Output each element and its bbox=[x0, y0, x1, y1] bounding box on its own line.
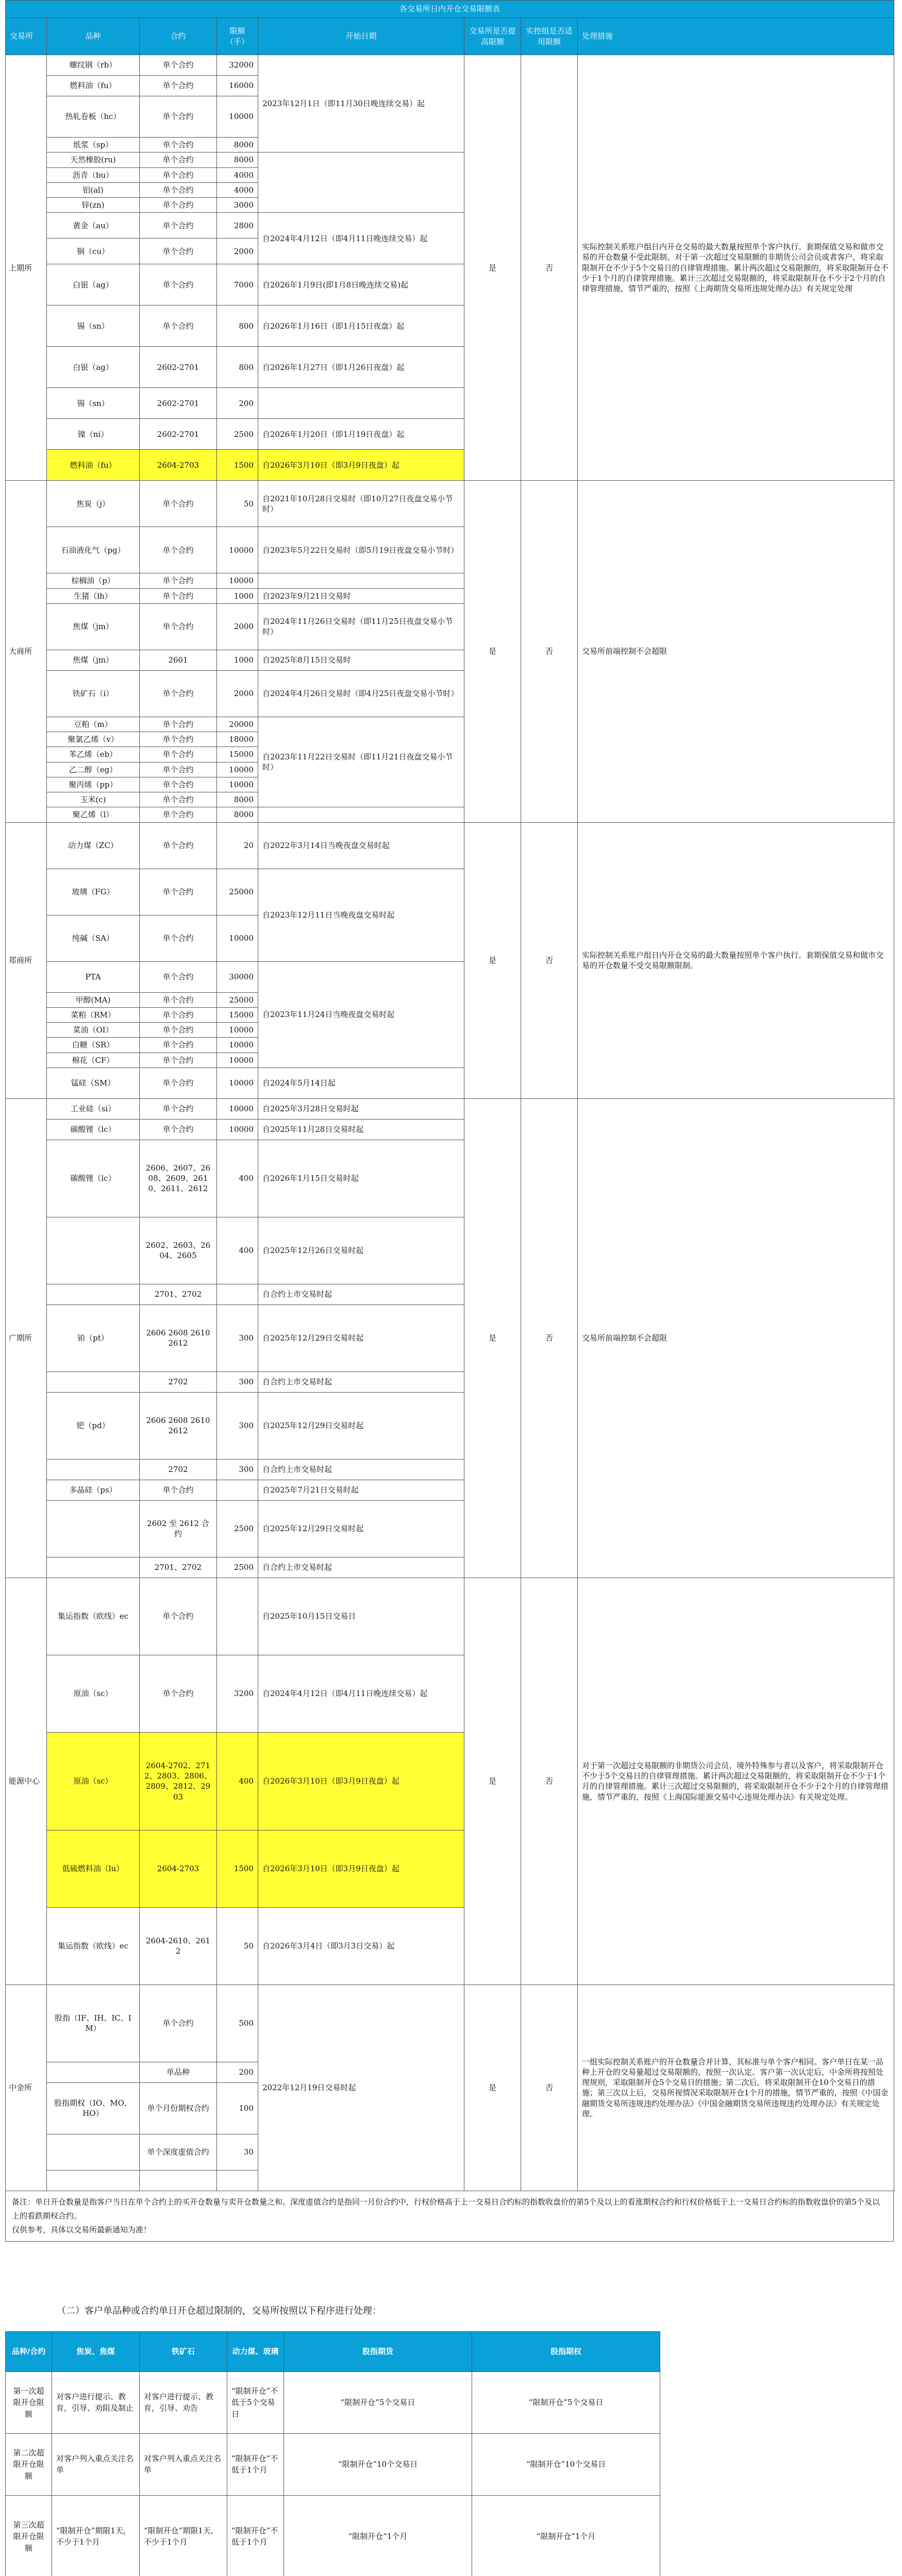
section-two-title: （二）客户单品种或合约单日开仓超过限制的，交易所按照以下程序进行处理： bbox=[57, 2305, 381, 2316]
penalty-column-header: 品种/合约 bbox=[6, 2331, 52, 2371]
column-header: 交易所 bbox=[6, 18, 47, 55]
measure-cell: 对于第一次超过交易限额的非期货公司会员、境外特殊参与者以及客户，将采取限制开仓不少于5个交易日的自律管理措施。累计两次超过交易限额的，将采取限制开仓不少于1个月的自律管理措施。累计三次超过交易限额的，将采取限制开仓不少于2个月的自律管理措施，情节严重的，按照《上海国际能源交易中心违规处理办法》有关规定处理。 bbox=[578, 1578, 894, 1985]
contract-cell: 2606、2607、2608、2609、2610、2611、2612 bbox=[140, 1140, 217, 1217]
contract-cell: 单个合约 bbox=[140, 1023, 217, 1038]
product-cell: 玻璃（FG） bbox=[47, 869, 140, 915]
group-applies-cell: 否 bbox=[521, 55, 578, 481]
column-header: 实控组是否适用限额 bbox=[521, 18, 578, 55]
limit-cell: 20 bbox=[217, 822, 258, 869]
contract-cell: 单个合约 bbox=[140, 717, 217, 732]
start-date-cell: 自2025年11月28日交易时起 bbox=[258, 1119, 464, 1140]
limit-cell: 2500 bbox=[217, 1557, 258, 1578]
product-cell: 白银（ag） bbox=[47, 347, 140, 388]
penalty-label-cell: 第三次超限开仓限额 bbox=[6, 2495, 52, 2576]
contract-cell: 单个合约 bbox=[140, 961, 217, 992]
contract-cell: 单个合约 bbox=[140, 1098, 217, 1119]
contract-cell: 单个合约 bbox=[140, 167, 217, 182]
penalty-row bbox=[6, 2371, 660, 2433]
product-cell: 钯（pd） bbox=[47, 1392, 140, 1459]
product-cell: 苯乙烯（eb） bbox=[47, 747, 140, 762]
column-header: 开始日期 bbox=[258, 18, 464, 55]
start-date-cell: 自2025年8月15日交易时 bbox=[258, 650, 464, 670]
limit-cell bbox=[217, 1480, 258, 1500]
contract-cell: 2702 bbox=[140, 1459, 217, 1480]
limit-cell: 1500 bbox=[217, 450, 258, 481]
limit-cell bbox=[217, 1284, 258, 1304]
limit-cell: 10000 bbox=[217, 777, 258, 792]
contract-cell: 单个月份期权合约 bbox=[140, 2082, 217, 2134]
product-cell: 燃料油（fu） bbox=[47, 450, 140, 481]
contract-cell: 单个合约 bbox=[140, 807, 217, 822]
exchange-cell: 上期所 bbox=[6, 55, 47, 481]
product-cell: 菜油（OI） bbox=[47, 1023, 140, 1038]
product-cell bbox=[47, 1557, 140, 1578]
limit-cell: 8000 bbox=[217, 792, 258, 807]
penalty-column-header: 动力煤、玻璃 bbox=[227, 2331, 284, 2371]
column-header: 交易所是否提高限额 bbox=[464, 18, 521, 55]
penalty-cell: “限制开仓”5个交易日 bbox=[472, 2371, 660, 2433]
limit-cell: 2000 bbox=[217, 603, 258, 650]
limit-cell: 400 bbox=[217, 1140, 258, 1217]
limit-cell: 18000 bbox=[217, 732, 258, 747]
penalty-cell: 对客户进行提示、教育，引导、劝阻及制止 bbox=[52, 2371, 140, 2433]
contract-cell: 2701、2702 bbox=[140, 1284, 217, 1304]
start-date-cell: 自合约上市交易时起 bbox=[258, 1284, 464, 1304]
group-applies-cell: 否 bbox=[521, 1985, 578, 2191]
start-date-cell: 自2022年3月14日当晚夜盘交易时起 bbox=[258, 822, 464, 869]
contract-cell: 2606 2608 2610 2612 bbox=[140, 1304, 217, 1371]
product-cell: 菜粕（RM） bbox=[47, 1007, 140, 1022]
start-date-cell: 自2025年12月29日交易时起 bbox=[258, 1304, 464, 1371]
penalty-column-header: 焦炭、焦煤 bbox=[52, 2331, 140, 2371]
penalty-cell: “限制开仓”期限1天，不少于1个月 bbox=[52, 2495, 140, 2576]
product-cell: 白糖（SR） bbox=[47, 1038, 140, 1053]
contract-cell: 2602-2701 bbox=[140, 419, 217, 450]
penalty-cell: “限制开仓”10个交易日 bbox=[472, 2433, 660, 2495]
contract-cell: 2602-2701 bbox=[140, 388, 217, 419]
group-applies-cell: 否 bbox=[521, 481, 578, 822]
product-cell: 聚乙烯（l） bbox=[47, 807, 140, 822]
limit-cell: 2500 bbox=[217, 1500, 258, 1557]
contract-cell: 2602、2603、2604、2605 bbox=[140, 1217, 217, 1284]
contract-cell: 单个合约 bbox=[140, 792, 217, 807]
product-cell bbox=[47, 2134, 140, 2170]
product-cell: 纸浆（sp） bbox=[47, 138, 140, 152]
start-date-cell bbox=[258, 573, 464, 588]
product-cell: 工业硅（si） bbox=[47, 1098, 140, 1119]
limit-cell: 2500 bbox=[217, 419, 258, 450]
product-cell: 原油（sc） bbox=[47, 1655, 140, 1732]
penalty-cell: “限制开仓”不低于1个月 bbox=[227, 2433, 284, 2495]
penalty-row bbox=[6, 2433, 660, 2495]
limit-cell: 15000 bbox=[217, 747, 258, 762]
contract-cell: 2602 至 2612 合约 bbox=[140, 1500, 217, 1557]
contract-cell: 2602-2701 bbox=[140, 347, 217, 388]
contract-cell: 单个合约 bbox=[140, 1067, 217, 1098]
limit-cell: 3000 bbox=[217, 198, 258, 213]
limit-cell: 2800 bbox=[217, 213, 258, 239]
start-date-cell: 自2023年5月22日交易时（即5月19日夜盘交易小节时） bbox=[258, 527, 464, 573]
product-cell: 动力煤（ZC） bbox=[47, 822, 140, 869]
limit-cell: 15000 bbox=[217, 1007, 258, 1022]
contract-cell: 2701、2702 bbox=[140, 1557, 217, 1578]
limit-cell: 300 bbox=[217, 1459, 258, 1480]
limit-cell: 800 bbox=[217, 347, 258, 388]
limit-cell: 300 bbox=[217, 1304, 258, 1371]
penalty-cell: “限制开仓”10个交易日 bbox=[284, 2433, 472, 2495]
start-date-cell: 自2021年10月28日交易时（即10月27日夜盘交易小节时） bbox=[258, 481, 464, 527]
start-date-cell: 自2025年12月26日交易时起 bbox=[258, 1217, 464, 1284]
product-cell: 天然橡胶(ru) bbox=[47, 152, 140, 167]
limit-cell: 1500 bbox=[217, 1830, 258, 1907]
product-cell: 镍（ni） bbox=[47, 419, 140, 450]
contract-cell: 单个合约 bbox=[140, 992, 217, 1007]
table-row bbox=[6, 1098, 894, 1119]
contract-cell: 2702 bbox=[140, 1371, 217, 1392]
limit-cell: 7000 bbox=[217, 264, 258, 306]
footnote bbox=[5, 2191, 894, 2242]
contract-cell: 单个合约 bbox=[140, 1578, 217, 1655]
contract-cell: 单个合约 bbox=[140, 915, 217, 961]
product-cell bbox=[47, 1217, 140, 1284]
start-date-cell: 自2025年7月21日交易时起 bbox=[258, 1480, 464, 1500]
contract-cell: 单个深度虚值合约 bbox=[140, 2134, 217, 2170]
penalty-cell: 对客户列入重点关注名单 bbox=[52, 2433, 140, 2495]
product-cell: 铁矿石（i） bbox=[47, 670, 140, 717]
product-cell: 螺纹钢（rb） bbox=[47, 55, 140, 76]
penalty-table bbox=[5, 2331, 660, 2576]
start-date-cell: 自2026年3月10日（即3月9日夜盘）起 bbox=[258, 450, 464, 481]
start-date-cell: 自2025年12月29日交易时起 bbox=[258, 1392, 464, 1459]
start-date-cell: 自2026年1月27日（即1月26日夜盘）起 bbox=[258, 347, 464, 388]
limit-cell: 3200 bbox=[217, 1655, 258, 1732]
product-cell: 锡（sn） bbox=[47, 388, 140, 419]
limit-cell: 10000 bbox=[217, 1098, 258, 1119]
contract-cell: 单个合约 bbox=[140, 603, 217, 650]
table-row bbox=[6, 1985, 894, 2062]
exchange-cell: 广期所 bbox=[6, 1098, 47, 1578]
limit-cell: 30000 bbox=[217, 961, 258, 992]
exchange-cell: 大商所 bbox=[6, 481, 47, 822]
contract-cell: 2604-2703 bbox=[140, 1830, 217, 1907]
measure-cell: 实际控制关系账户组日内开仓交易的最大数量按照单个客户执行。套期保值交易和做市交易的开仓数量不受此限制。对于第一次超过交易限额的非期货公司会员或者客户，将采取限制开仓不少于5个交易日的自律管理措施。累计两次超过交易限额的，将采取限制开仓不少于1个月的自律管理措施。累计三次超过交易限额的，将采取限制开仓不少于2个月的自律管理措施，情节严重的，按照《上海期货交易所违规处理办法》有关规定处理 bbox=[578, 55, 894, 481]
start-date-cell: 自2024年11月26日交易时（即11月25日夜盘交易小节时） bbox=[258, 603, 464, 650]
contract-cell: 单个合约 bbox=[140, 264, 217, 306]
penalty-cell: “限制开仓”1个月 bbox=[472, 2495, 660, 2576]
start-date-cell: 自2026年3月10日（即3月9日夜盘）起 bbox=[258, 1830, 464, 1907]
product-cell: 聚氯乙烯（v） bbox=[47, 732, 140, 747]
start-date-cell: 自2023年9月21日交易时 bbox=[258, 588, 464, 603]
limit-cell: 25000 bbox=[217, 869, 258, 915]
product-cell: 聚丙烯（pp） bbox=[47, 777, 140, 792]
product-cell: 原油（sc） bbox=[47, 1732, 140, 1830]
column-header: 合约 bbox=[140, 18, 217, 55]
product-cell: 生猪（lh） bbox=[47, 588, 140, 603]
contract-cell: 单个合约 bbox=[140, 306, 217, 347]
product-cell: 碳酸锂（lc） bbox=[47, 1119, 140, 1140]
exchange-cell: 能源中心 bbox=[6, 1578, 47, 1985]
limit-cell: 200 bbox=[217, 388, 258, 419]
limit-cell bbox=[217, 1578, 258, 1655]
limit-cell: 50 bbox=[217, 481, 258, 527]
limit-cell: 8000 bbox=[217, 138, 258, 152]
start-date-cell: 自2025年12月29日交易时起 bbox=[258, 1500, 464, 1557]
contract-cell: 单个合约 bbox=[140, 481, 217, 527]
start-date-cell: 自2024年4月12日（即4月11日晚连续交易）起 bbox=[258, 213, 464, 264]
contract-cell: 单个合约 bbox=[140, 96, 217, 138]
limit-cell: 200 bbox=[217, 2062, 258, 2082]
start-date-cell: 自2024年4月12日（即4月11日晚连续交易）起 bbox=[258, 1655, 464, 1732]
contract-cell: 单个合约 bbox=[140, 1119, 217, 1140]
product-cell bbox=[47, 2062, 140, 2082]
column-header: 限额（手） bbox=[217, 18, 258, 55]
product-cell: 燃料油（fu） bbox=[47, 76, 140, 96]
limit-cell: 10000 bbox=[217, 1023, 258, 1038]
limit-cell: 400 bbox=[217, 1732, 258, 1830]
start-date-cell: 自2026年1月20日（即1月19日夜盘）起 bbox=[258, 419, 464, 450]
table-row bbox=[6, 481, 894, 527]
product-cell: 铜（cu） bbox=[47, 239, 140, 264]
product-cell: 焦炭（j） bbox=[47, 481, 140, 527]
limit-cell: 32000 bbox=[217, 55, 258, 76]
contract-cell: 单个合约 bbox=[140, 670, 217, 717]
product-cell: 棉花（CF） bbox=[47, 1053, 140, 1067]
product-cell: 玉米(c) bbox=[47, 792, 140, 807]
product-cell: 石油液化气（pg） bbox=[47, 527, 140, 573]
penalty-cell: “限制开仓”不低于5个交易日 bbox=[227, 2371, 284, 2433]
start-date-cell: 2022年12月19日交易时起 bbox=[258, 1985, 464, 2191]
penalty-column-header: 股指期货 bbox=[284, 2331, 472, 2371]
product-cell: 甲醇(MA) bbox=[47, 992, 140, 1007]
product-cell: 集运指数（欧线）ec bbox=[47, 1578, 140, 1655]
limit-table bbox=[5, 0, 894, 2191]
product-cell: 黄金（au） bbox=[47, 213, 140, 239]
start-date-cell: 自2026年1月15日交易时起 bbox=[258, 1140, 464, 1217]
contract-cell: 单个合约 bbox=[140, 138, 217, 152]
table-title: 各交易所日内开仓交易限额表 bbox=[6, 1, 894, 18]
column-header: 品种 bbox=[47, 18, 140, 55]
start-date-cell: 自合约上市交易时起 bbox=[258, 1371, 464, 1392]
start-date-cell: 自2026年1月16日（即1月15日夜盘）起 bbox=[258, 306, 464, 347]
penalty-label-cell: 第二次超限开仓限额 bbox=[6, 2433, 52, 2495]
limit-cell: 10000 bbox=[217, 915, 258, 961]
group-applies-cell: 否 bbox=[521, 1098, 578, 1578]
limit-cell: 400 bbox=[217, 1217, 258, 1284]
raised-limit-cell: 是 bbox=[464, 1985, 521, 2191]
raised-limit-cell: 是 bbox=[464, 1578, 521, 1985]
limit-cell: 500 bbox=[217, 1985, 258, 2062]
limit-cell: 8000 bbox=[217, 152, 258, 167]
product-cell bbox=[47, 1284, 140, 1304]
table-row bbox=[6, 1578, 894, 1655]
penalty-cell: “限制开仓”5个交易日 bbox=[284, 2371, 472, 2433]
limit-cell: 10000 bbox=[217, 1053, 258, 1067]
limit-cell: 2000 bbox=[217, 670, 258, 717]
product-cell: 热轧卷板（hc） bbox=[47, 96, 140, 138]
measure-cell: 交易所前端控制不会超限 bbox=[578, 481, 894, 822]
footnote-text: 备注：单日开仓数量是指客户当日在单个合约上的买开仓数量与卖开仓数量之和。深度虚值合约是指同一月份合约中，行权价格高于上一交易日合约标的指数收盘价的第5个及以上的看涨期权合约和行权价格低于上一交易日合约标的指数收盘价的第5个及以上的看跌期权合约。 bbox=[12, 2197, 880, 2221]
product-cell: 棕榈油（p） bbox=[47, 573, 140, 588]
product-cell: 纯碱（SA） bbox=[47, 915, 140, 961]
contract-cell: 单个合约 bbox=[140, 527, 217, 573]
limit-cell: 20000 bbox=[217, 717, 258, 732]
contract-cell: 单个合约 bbox=[140, 1038, 217, 1053]
start-date-cell: 自2025年10月15日交易日 bbox=[258, 1578, 464, 1655]
limit-cell: 30 bbox=[217, 2134, 258, 2170]
product-cell: 集运指数（欧线）ec bbox=[47, 1907, 140, 1985]
product-cell: 乙二醇（eg） bbox=[47, 762, 140, 777]
penalty-column-header: 股指期权 bbox=[472, 2331, 660, 2371]
product-cell: 焦煤（jm） bbox=[47, 603, 140, 650]
contract-cell: 单个合约 bbox=[140, 1480, 217, 1500]
product-cell bbox=[47, 1459, 140, 1480]
penalty-row bbox=[6, 2495, 660, 2576]
contract-cell: 单个合约 bbox=[140, 1655, 217, 1732]
limit-cell: 16000 bbox=[217, 76, 258, 96]
start-date-cell: 自2023年11月22日交易时（即11月21日夜盘交易小节时） bbox=[258, 717, 464, 807]
limit-cell: 10000 bbox=[217, 1038, 258, 1053]
start-date-cell: 自2024年5月14日起 bbox=[258, 1067, 464, 1098]
contract-cell: 2604-2702、2712、2803、2806、2809、2812、2903 bbox=[140, 1732, 217, 1830]
penalty-cell: 对客户列入重点关注名单 bbox=[140, 2433, 227, 2495]
contract-cell: 单个合约 bbox=[140, 1007, 217, 1022]
limit-cell: 25000 bbox=[217, 992, 258, 1007]
limit-cell: 50 bbox=[217, 1907, 258, 1985]
contract-cell: 单个合约 bbox=[140, 198, 217, 213]
column-header: 处理措施 bbox=[578, 18, 894, 55]
start-date-cell bbox=[258, 388, 464, 419]
start-date-cell: 自2023年12月11日当晚夜盘交易时起 bbox=[258, 869, 464, 961]
footnote-disclaimer: 仅供参考，具体以交易所最新通知为准！ bbox=[12, 2225, 152, 2234]
limit-cell: 10000 bbox=[217, 1067, 258, 1098]
start-date-cell: 自2023年11月24日当晚夜盘交易时起 bbox=[258, 961, 464, 1067]
start-date-cell: 自合约上市交易时起 bbox=[258, 1557, 464, 1578]
raised-limit-cell: 是 bbox=[464, 481, 521, 822]
raised-limit-cell: 是 bbox=[464, 822, 521, 1098]
contract-cell: 单个合约 bbox=[140, 239, 217, 264]
product-cell: 低硫燃料油（lu） bbox=[47, 1830, 140, 1907]
product-cell: 铝(al) bbox=[47, 182, 140, 197]
start-date-cell: 自2026年1月9日(即1月8日晚连续交易)起 bbox=[258, 264, 464, 306]
contract-cell bbox=[140, 2170, 217, 2191]
contract-cell: 单个合约 bbox=[140, 777, 217, 792]
penalty-label-cell: 第一次超限开仓限额 bbox=[6, 2371, 52, 2433]
measure-cell: 交易所前端控制不会超限 bbox=[578, 1098, 894, 1578]
product-cell bbox=[47, 1500, 140, 1557]
product-cell: 铂（pt） bbox=[47, 1304, 140, 1371]
penalty-column-header: 铁矿石 bbox=[140, 2331, 227, 2371]
measure-cell: 实际控制关系账户组日内开仓交易的最大数量按照单个客户执行。套期保值交易和做市交易的开仓数量不受交易限额限制。 bbox=[578, 822, 894, 1098]
contract-cell: 单个合约 bbox=[140, 732, 217, 747]
limit-cell: 1000 bbox=[217, 650, 258, 670]
limit-cell: 10000 bbox=[217, 762, 258, 777]
start-date-cell: 自2026年3月10日（即3月9日夜盘）起 bbox=[258, 1732, 464, 1830]
contract-cell: 单个合约 bbox=[140, 747, 217, 762]
contract-cell: 单个合约 bbox=[140, 573, 217, 588]
limit-cell: 10000 bbox=[217, 527, 258, 573]
product-cell: 碳酸锂（lc） bbox=[47, 1140, 140, 1217]
product-cell bbox=[47, 1371, 140, 1392]
contract-cell: 单个合约 bbox=[140, 213, 217, 239]
product-cell: 豆粕（m） bbox=[47, 717, 140, 732]
table-row bbox=[6, 822, 894, 869]
start-date-cell bbox=[258, 152, 464, 213]
group-applies-cell: 否 bbox=[521, 1578, 578, 1985]
limit-cell: 800 bbox=[217, 306, 258, 347]
penalty-cell: “限制开仓”不低于1个月 bbox=[227, 2495, 284, 2576]
limit-cell: 10000 bbox=[217, 1119, 258, 1140]
limit-cell: 2000 bbox=[217, 239, 258, 264]
contract-cell: 2604-2610、2612 bbox=[140, 1907, 217, 1985]
limit-cell: 10000 bbox=[217, 573, 258, 588]
contract-cell: 单个合约 bbox=[140, 76, 217, 96]
limit-cell: 4000 bbox=[217, 182, 258, 197]
product-cell: 焦煤（jm） bbox=[47, 650, 140, 670]
product-cell: 锡（sn） bbox=[47, 306, 140, 347]
group-applies-cell: 否 bbox=[521, 822, 578, 1098]
limit-cell: 300 bbox=[217, 1392, 258, 1459]
contract-cell: 单个合约 bbox=[140, 55, 217, 76]
start-date-cell: 2023年12月1日（即11月30日晚连续交易）起 bbox=[258, 55, 464, 152]
contract-cell: 单个合约 bbox=[140, 762, 217, 777]
product-cell: 股指（IF、IH、IC、IM） bbox=[47, 1985, 140, 2062]
start-date-cell bbox=[258, 807, 464, 822]
contract-cell: 单品种 bbox=[140, 2062, 217, 2082]
limit-cell: 4000 bbox=[217, 167, 258, 182]
table-row bbox=[6, 55, 894, 76]
penalty-cell: “限制开仓”期限1天，不少于1个月 bbox=[140, 2495, 227, 2576]
contract-cell: 单个合约 bbox=[140, 1053, 217, 1067]
measure-cell: 一组实际控制关系账户的开仓数量合并计算，其标准与单个客户相同。客户单日在某一品种上开仓的交易量超过交易限额的，按照一次认定。客户第一次认定后，中金所将按照处理规则，采取限制开仓5个交易日的措施；第二次后，将采取限制开仓10个交易日的措施；第三次以上后，交易所视情况采取限制开仓1个月的措施，情节严重的，按照《中国金融期货交易所违规违约处理办法》《中国金融期货交易所违规违约处理办法》有关规定处理。 bbox=[578, 1985, 894, 2191]
limit-cell: 8000 bbox=[217, 807, 258, 822]
limit-cell bbox=[217, 2170, 258, 2191]
contract-cell: 单个合约 bbox=[140, 1985, 217, 2062]
start-date-cell: 自2025年3月28日交易时起 bbox=[258, 1098, 464, 1119]
raised-limit-cell: 是 bbox=[464, 1098, 521, 1578]
contract-cell: 单个合约 bbox=[140, 588, 217, 603]
contract-cell: 单个合约 bbox=[140, 869, 217, 915]
product-cell: 股指期权（IO、MO、HO） bbox=[47, 2082, 140, 2134]
limit-cell: 300 bbox=[217, 1371, 258, 1392]
contract-cell: 单个合约 bbox=[140, 182, 217, 197]
exchange-cell: 郑商所 bbox=[6, 822, 47, 1098]
penalty-cell: “限制开仓”1个月 bbox=[284, 2495, 472, 2576]
contract-cell: 单个合约 bbox=[140, 822, 217, 869]
product-cell: 沥青（bu） bbox=[47, 167, 140, 182]
product-cell: 锰硅（SM） bbox=[47, 1067, 140, 1098]
product-cell bbox=[47, 2170, 140, 2191]
contract-cell: 2606 2608 2610 2612 bbox=[140, 1392, 217, 1459]
limit-cell: 100 bbox=[217, 2082, 258, 2134]
product-cell: 白银（ag） bbox=[47, 264, 140, 306]
raised-limit-cell: 是 bbox=[464, 55, 521, 481]
product-cell: 多晶硅（ps） bbox=[47, 1480, 140, 1500]
contract-cell: 2601 bbox=[140, 650, 217, 670]
exchange-cell: 中金所 bbox=[6, 1985, 47, 2191]
start-date-cell: 自2024年4月26日交易时（即4月25日夜盘交易小节时） bbox=[258, 670, 464, 717]
penalty-cell: 对客户进行提示、教育，引导、劝告 bbox=[140, 2371, 227, 2433]
limit-cell: 10000 bbox=[217, 96, 258, 138]
start-date-cell: 自2026年3月4日（即3月3日交易）起 bbox=[258, 1907, 464, 1985]
product-cell: 锌(zn) bbox=[47, 198, 140, 213]
limit-cell: 1000 bbox=[217, 588, 258, 603]
start-date-cell: 自合约上市交易时起 bbox=[258, 1459, 464, 1480]
contract-cell: 单个合约 bbox=[140, 152, 217, 167]
product-cell: PTA bbox=[47, 961, 140, 992]
contract-cell: 2604-2703 bbox=[140, 450, 217, 481]
